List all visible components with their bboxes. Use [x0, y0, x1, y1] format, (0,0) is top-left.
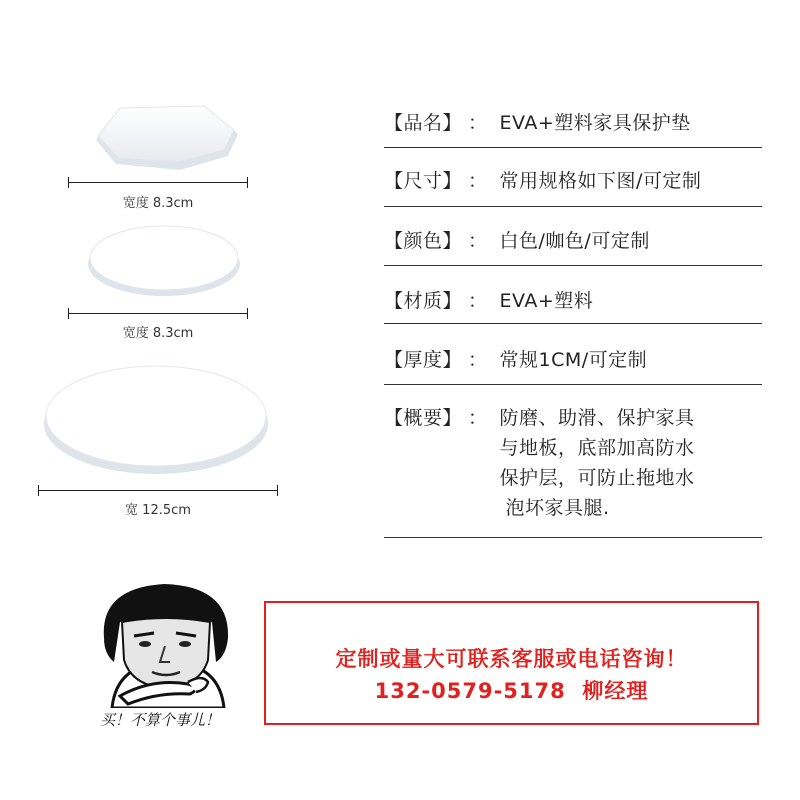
spec-key: 【品名】	[384, 112, 463, 134]
hexagon-width-label: 宽度 8.3cm	[122, 196, 194, 211]
oval-width-label: 宽 12.5cm	[125, 503, 191, 518]
spec-thickness-row	[384, 345, 762, 375]
spec-summary-row	[384, 403, 762, 523]
spec-sep: ：	[468, 407, 488, 429]
spec-value: 白色/咖色/可定制	[499, 230, 650, 252]
spec-sep: ：	[468, 290, 488, 312]
divider	[384, 323, 762, 324]
spec-color-row	[384, 226, 762, 256]
spec-summary-line: 防磨、助滑、保护家具	[499, 407, 695, 429]
spec-name-row	[384, 108, 762, 138]
contact-phone-line[interactable]: 132-0579-5178 柳经理	[374, 679, 649, 703]
divider	[384, 206, 762, 207]
divider	[384, 265, 762, 266]
spec-key: 【材质】	[384, 290, 463, 312]
spec-size-row	[384, 166, 762, 196]
contact-box	[264, 601, 759, 725]
spec-sep: ：	[468, 170, 488, 192]
spec-sep: ：	[468, 112, 488, 134]
contact-line-1: 定制或量大可联系客服或电话咨询！	[335, 647, 688, 671]
hexagon-pad-image	[88, 104, 248, 174]
spec-key: 【颜色】	[384, 230, 463, 252]
divider	[384, 384, 762, 385]
spec-value: EVA+塑料	[499, 290, 594, 312]
oval-width-line	[38, 490, 278, 491]
spec-value: 常规1CM/可定制	[499, 349, 648, 371]
meme-caption: 买！不算个事儿！	[99, 711, 220, 729]
spec-material-row	[384, 286, 762, 316]
oval-pad-image	[40, 360, 272, 478]
spec-summary-line: 泡坏家具腿.	[505, 497, 610, 519]
spec-sep: ：	[468, 349, 488, 371]
spec-summary-line: 保护层，可防止拖地水	[499, 467, 695, 489]
round-width-line	[68, 313, 248, 314]
spec-summary-line: 与地板，底部加高防水	[499, 437, 695, 459]
divider	[384, 147, 762, 148]
spec-value: EVA+塑料家具保护垫	[499, 112, 691, 134]
divider	[384, 537, 762, 538]
spec-key: 【尺寸】	[384, 170, 463, 192]
spec-key: 【厚度】	[384, 349, 463, 371]
spec-key: 【概要】	[384, 407, 463, 429]
meme-face-icon	[92, 578, 242, 708]
round-pad-image	[84, 222, 244, 298]
spec-sep: ：	[468, 230, 488, 252]
round-width-label: 宽度 8.3cm	[122, 326, 194, 341]
hexagon-width-line	[68, 182, 248, 183]
spec-value: 常用规格如下图/可定制	[499, 170, 702, 192]
